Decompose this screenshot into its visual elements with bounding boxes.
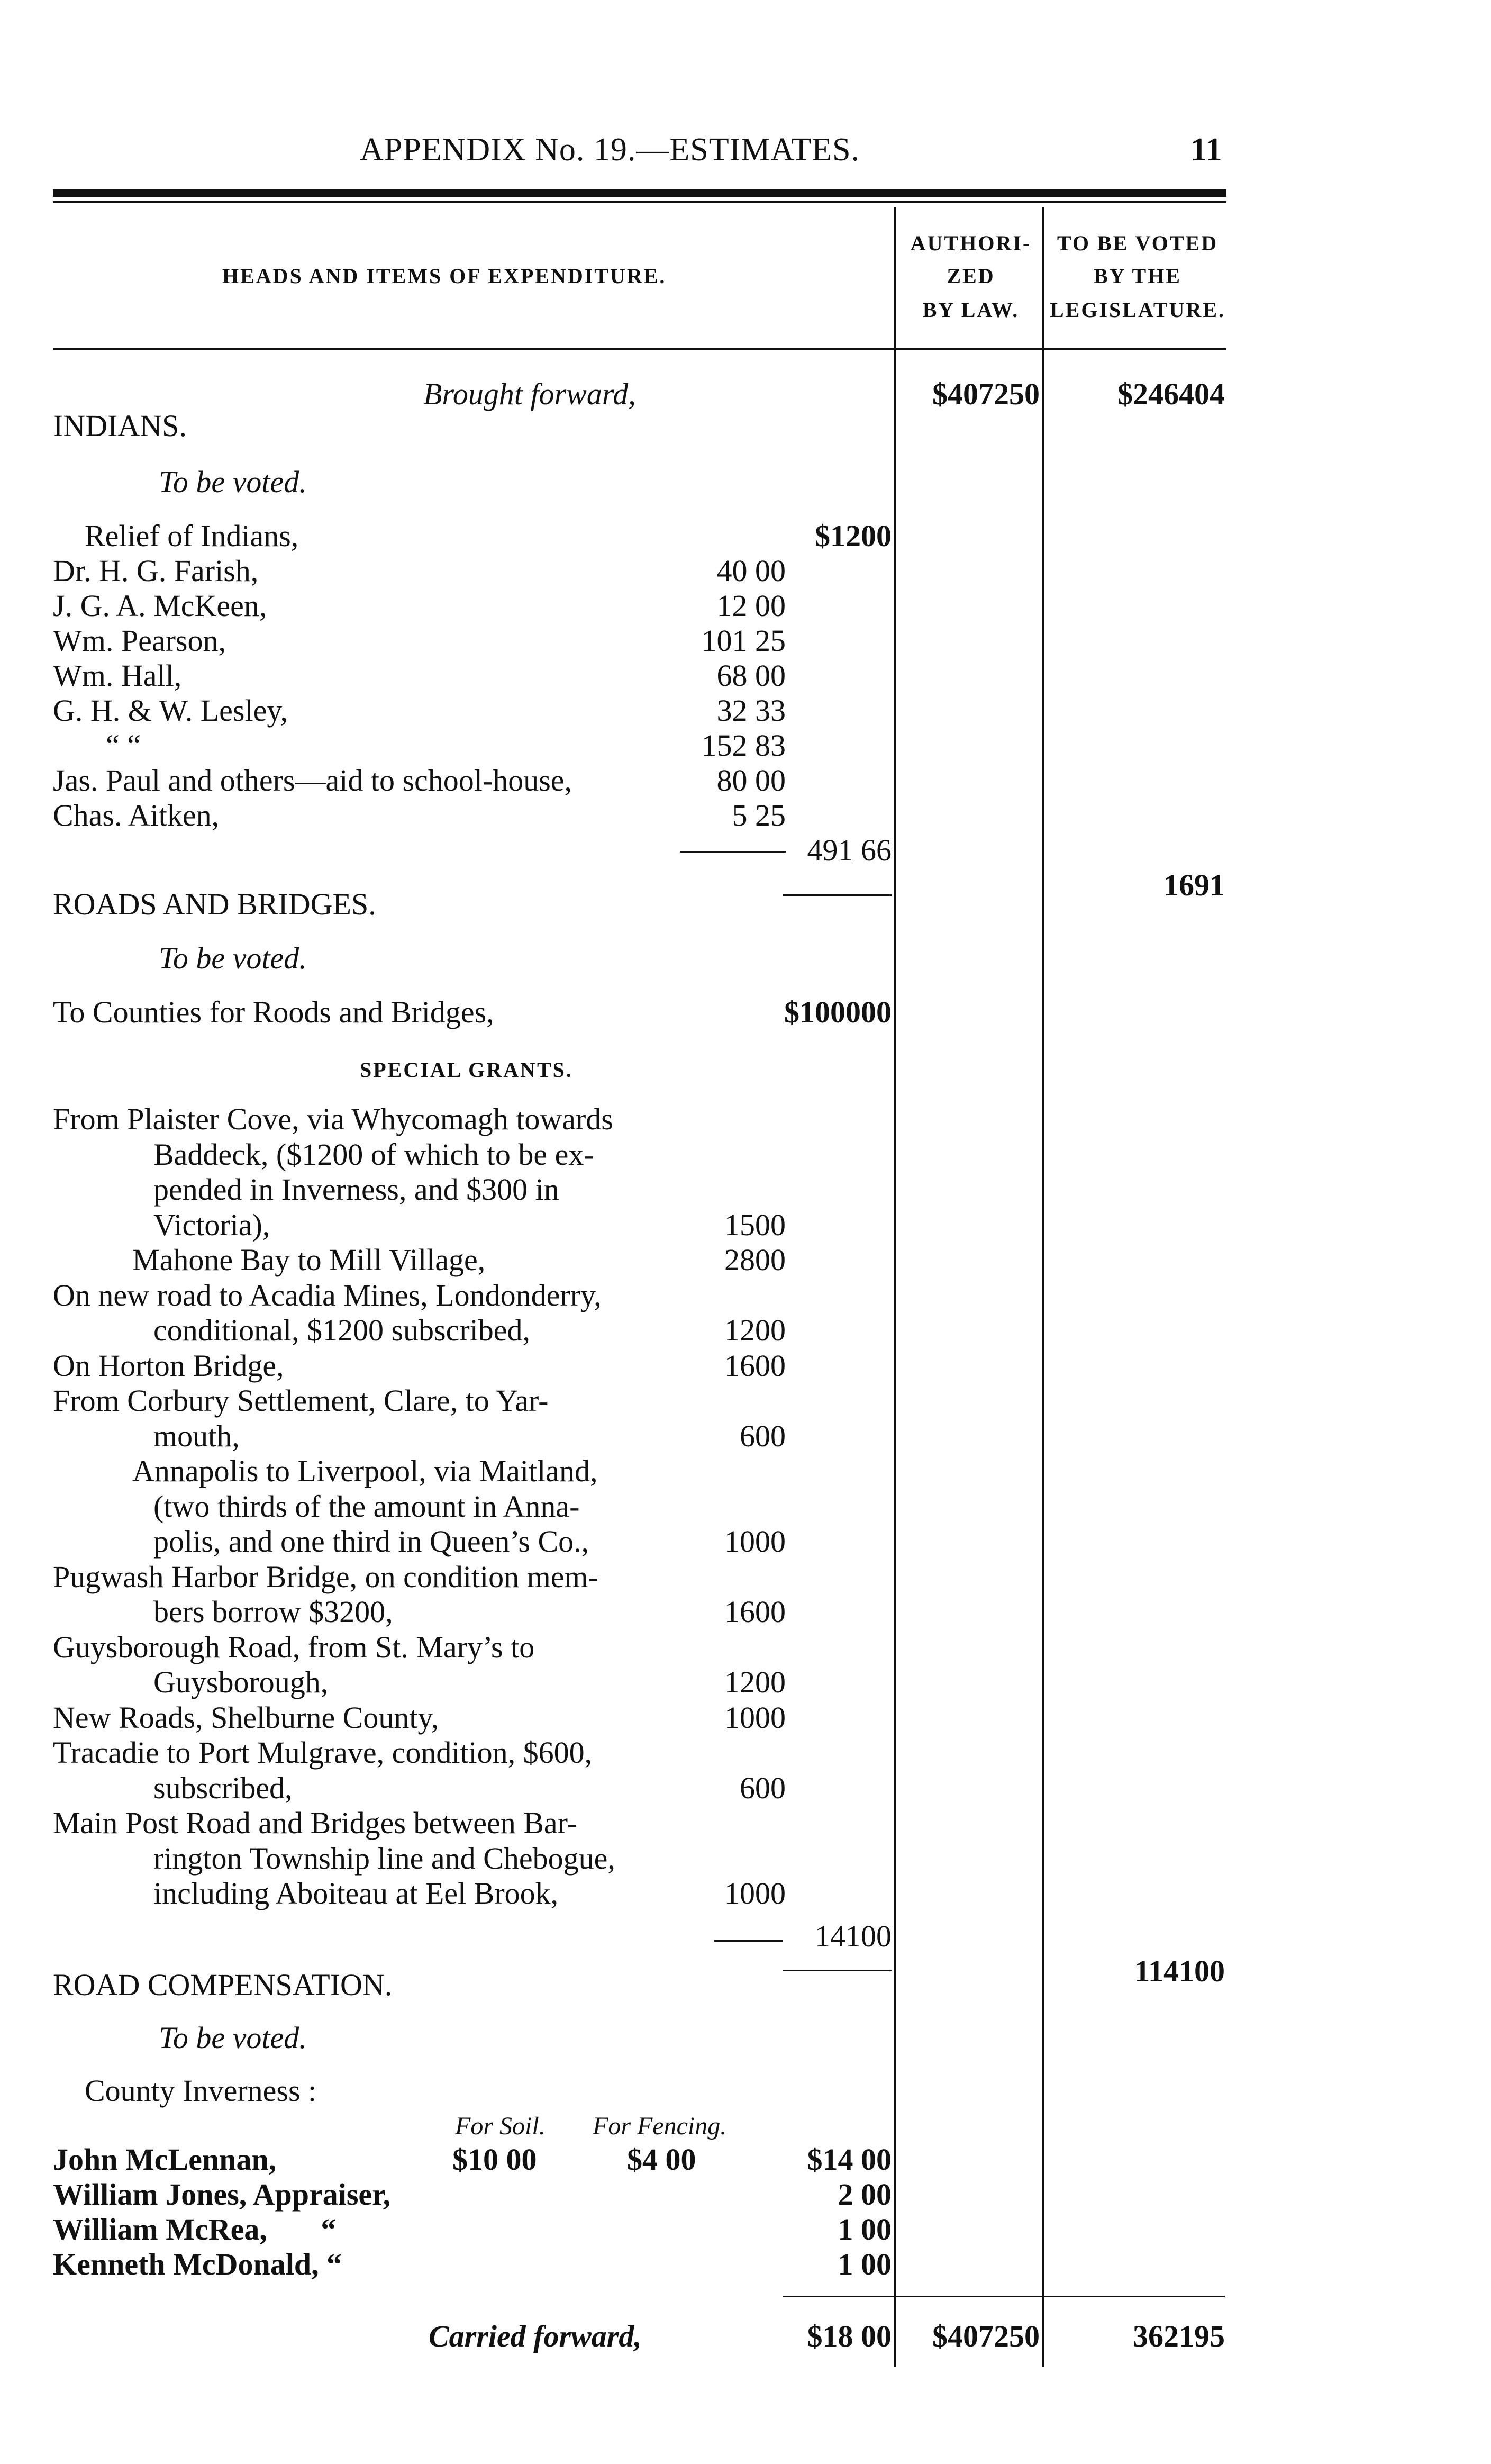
list-item-amount: 40 00 (716, 554, 786, 588)
list-item-amount: 1200 (724, 1313, 786, 1347)
column-divider-authorized (894, 207, 896, 2367)
list-item: Guysborough, (153, 1665, 329, 1699)
list-item-amount: 1600 (724, 1348, 786, 1383)
list-item: Victoria), (153, 1208, 270, 1242)
list-item-amount: 1500 (724, 1208, 786, 1242)
list-item: On Horton Bridge, (53, 1348, 284, 1383)
top-rule-thick (53, 189, 1226, 197)
header-bottom-rule (53, 348, 1226, 350)
table-row-name: William Jones, Appraiser, (53, 2177, 391, 2212)
authorized-header-line2: ZED (947, 264, 995, 288)
voted-header-line3: LEGISLATURE. (1049, 298, 1225, 322)
list-item-amount: 152 83 (701, 728, 786, 763)
heads-column-header: HEADS AND ITEMS OF EXPENDITURE. (222, 264, 667, 288)
list-item-amount: 600 (740, 1419, 786, 1453)
brought-forward-authorized: $407250 (932, 377, 1040, 411)
list-item: subscribed, (153, 1771, 293, 1805)
list-item: Wm. Hall, (53, 658, 182, 693)
list-item: Jas. Paul and others—aid to school-house, (53, 763, 572, 798)
list-item: Chas. Aitken, (53, 798, 220, 832)
indians-close-rule (783, 894, 892, 896)
list-item: J. G. A. McKeen, (53, 588, 267, 623)
list-item-amount: 80 00 (716, 763, 786, 798)
top-rule-thin (53, 201, 1226, 203)
page-title: APPENDIX No. 19.—ESTIMATES. (360, 132, 860, 168)
table-row-name: William McRea, “ (53, 2212, 337, 2246)
list-item-amount: 101 25 (701, 623, 786, 658)
list-item: including Aboiteau at Eel Brook, (153, 1876, 559, 1910)
list-item-amount: 1200 (724, 1665, 786, 1699)
carried-forward-authorized: $407250 (932, 2319, 1040, 2353)
table-row-name: John McLennan, (53, 2142, 277, 2177)
table-row-name: Kenneth McDonald, “ (53, 2247, 342, 2281)
carried-forward-voted: 362195 (1133, 2319, 1225, 2353)
authorized-header-line3: BY LAW. (922, 298, 1020, 322)
section-heading-indians: INDIANS. (53, 409, 187, 443)
voted-header-line2: BY THE (1094, 264, 1181, 288)
table-row-total: $14 00 (807, 2142, 892, 2177)
special-grants-heading: SPECIAL GRANTS. (360, 1058, 573, 1082)
list-item: bers borrow $3200, (153, 1595, 393, 1629)
relief-of-indians-amount: $1200 (815, 519, 892, 553)
list-item: mouth, (153, 1419, 240, 1453)
carried-forward-rule (783, 2296, 1225, 2297)
list-item-amount: 68 00 (716, 658, 786, 693)
roads-subtotal: 14100 (815, 1919, 892, 1953)
roads-close-rule (783, 1970, 892, 1971)
list-item: From Corbury Settlement, Clare, to Yar- (53, 1383, 549, 1418)
section-heading-road-compensation: ROAD COMPENSATION. (53, 1968, 393, 2002)
table-row-fencing: $4 00 (627, 2142, 696, 2177)
carried-forward-amount: $18 00 (807, 2319, 892, 2353)
list-item-amount: 1600 (724, 1595, 786, 1629)
list-item: G. H. & W. Lesley, (53, 693, 288, 728)
list-item: Annapolis to Liverpool, via Maitland, (132, 1454, 598, 1488)
list-item: From Plaister Cove, via Whycomagh towards (53, 1102, 613, 1136)
column-divider-voted (1042, 207, 1044, 2367)
list-item-amount: 1000 (724, 1876, 786, 1910)
list-item: Mahone Bay to Mill Village, (132, 1243, 486, 1277)
list-item: Pugwash Harbor Bridge, on condition mem- (53, 1560, 598, 1594)
roads-voted-total: 114100 (1134, 1954, 1225, 1988)
list-item: Guysborough Road, from St. Mary’s to (53, 1630, 535, 1664)
counties-roads-amount: $100000 (784, 995, 892, 1029)
voted-header-line1: TO BE VOTED (1057, 231, 1219, 255)
list-item: Dr. H. G. Farish, (53, 554, 259, 588)
table-row-soil: $10 00 (452, 2142, 537, 2177)
compensation-to-be-voted: To be voted. (159, 2021, 307, 2055)
list-item: Main Post Road and Bridges between Bar- (53, 1806, 578, 1840)
brought-forward-voted: $246404 (1117, 377, 1225, 411)
roads-to-be-voted: To be voted. (159, 941, 307, 975)
section-heading-roads-and-bridges: ROADS AND BRIDGES. (53, 887, 376, 921)
indians-subtotal: 491 66 (807, 833, 892, 867)
list-item: polis, and one third in Queen’s Co., (153, 1524, 589, 1559)
indians-voted-total: 1691 (1163, 868, 1225, 902)
list-item: (two thirds of the amount in Anna- (153, 1489, 580, 1524)
list-item: pended in Inverness, and $300 in (153, 1172, 559, 1207)
table-row-total: 2 00 (838, 2177, 892, 2212)
list-item: On new road to Acadia Mines, Londonderry, (53, 1278, 602, 1312)
list-item-amount: 32 33 (716, 693, 786, 728)
list-item-amount: 2800 (724, 1243, 786, 1277)
relief-of-indians-label: Relief of Indians, (85, 519, 299, 553)
counties-roads-label: To Counties for Roods and Bridges, (53, 995, 494, 1029)
list-item: “ “ (106, 728, 141, 763)
list-item-amount: 12 00 (716, 588, 786, 623)
table-row-total: 1 00 (838, 2247, 892, 2281)
list-item: conditional, $1200 subscribed, (153, 1313, 531, 1347)
list-item-amount: 5 25 (732, 798, 786, 832)
list-item: Baddeck, ($1200 of which to be ex- (153, 1137, 594, 1172)
brought-forward-label: Brought forward, (423, 377, 636, 411)
table-row-total: 1 00 (838, 2212, 892, 2246)
list-item: Tracadie to Port Mulgrave, condition, $600, (53, 1735, 593, 1770)
county-inverness-label: County Inverness : (85, 2073, 317, 2108)
list-item: rington Township line and Chebogue, (153, 1841, 615, 1876)
col-for-soil: For Soil. (455, 2112, 546, 2140)
col-for-fencing: For Fencing. (593, 2112, 727, 2140)
list-item: New Roads, Shelburne County, (53, 1700, 439, 1735)
carried-forward-label: Carried forward, (429, 2319, 642, 2353)
list-item-amount: 1000 (724, 1524, 786, 1559)
page-number: 11 (1190, 132, 1223, 168)
authorized-header-line1: AUTHORI- (910, 231, 1032, 255)
list-item-amount: 1000 (724, 1700, 786, 1735)
list-item: Wm. Pearson, (53, 623, 226, 658)
list-item-amount: 600 (740, 1771, 786, 1805)
indians-to-be-voted: To be voted. (159, 465, 307, 499)
